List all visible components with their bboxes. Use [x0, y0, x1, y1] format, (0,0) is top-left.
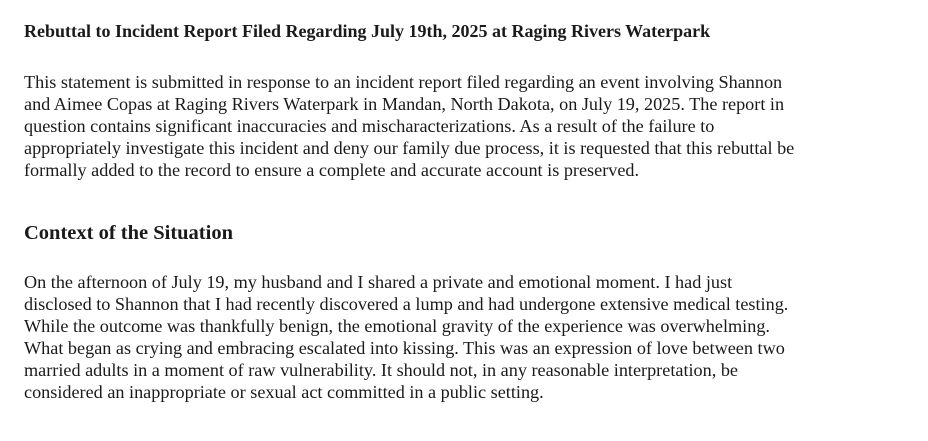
context-line: What began as crying and embracing escalated into kissing. This was an expression of love between two — [24, 338, 785, 358]
intro-line: and Aimee Copas at Raging Rivers Waterpark in Mandan, North Dakota, on July 19, 2025. The report in — [24, 94, 785, 114]
intro-line: appropriately investigate this incident and deny our family due process, it is requested that this rebuttal be — [24, 138, 795, 158]
context-line: married adults in a moment of raw vulnerability. It should not, in any reasonable interpretation, be — [24, 360, 738, 380]
intro-line: question contains significant inaccuracies and mischaracterizations. As a result of the failure to — [24, 116, 715, 136]
context-line: considered an inappropriate or sexual act committed in a public setting. — [24, 382, 544, 402]
document-title: Rebuttal to Incident Report Filed Regarding July 19th, 2025 at Raging Rivers Waterpark — [24, 21, 711, 41]
section-heading: Context of the Situation — [24, 222, 233, 244]
context-line: disclosed to Shannon that I had recently discovered a lump and had undergone extensive medical testing. — [24, 294, 789, 314]
context-line: On the afternoon of July 19, my husband and I shared a private and emotional moment. I had just — [24, 272, 733, 292]
intro-line: This statement is submitted in response to an incident report filed regarding an event involving Shannon — [24, 72, 783, 92]
intro-line: formally added to the record to ensure a complete and accurate account is preserved. — [24, 160, 640, 180]
context-line: While the outcome was thankfully benign, the emotional gravity of the experience was overwhelming. — [24, 316, 770, 336]
